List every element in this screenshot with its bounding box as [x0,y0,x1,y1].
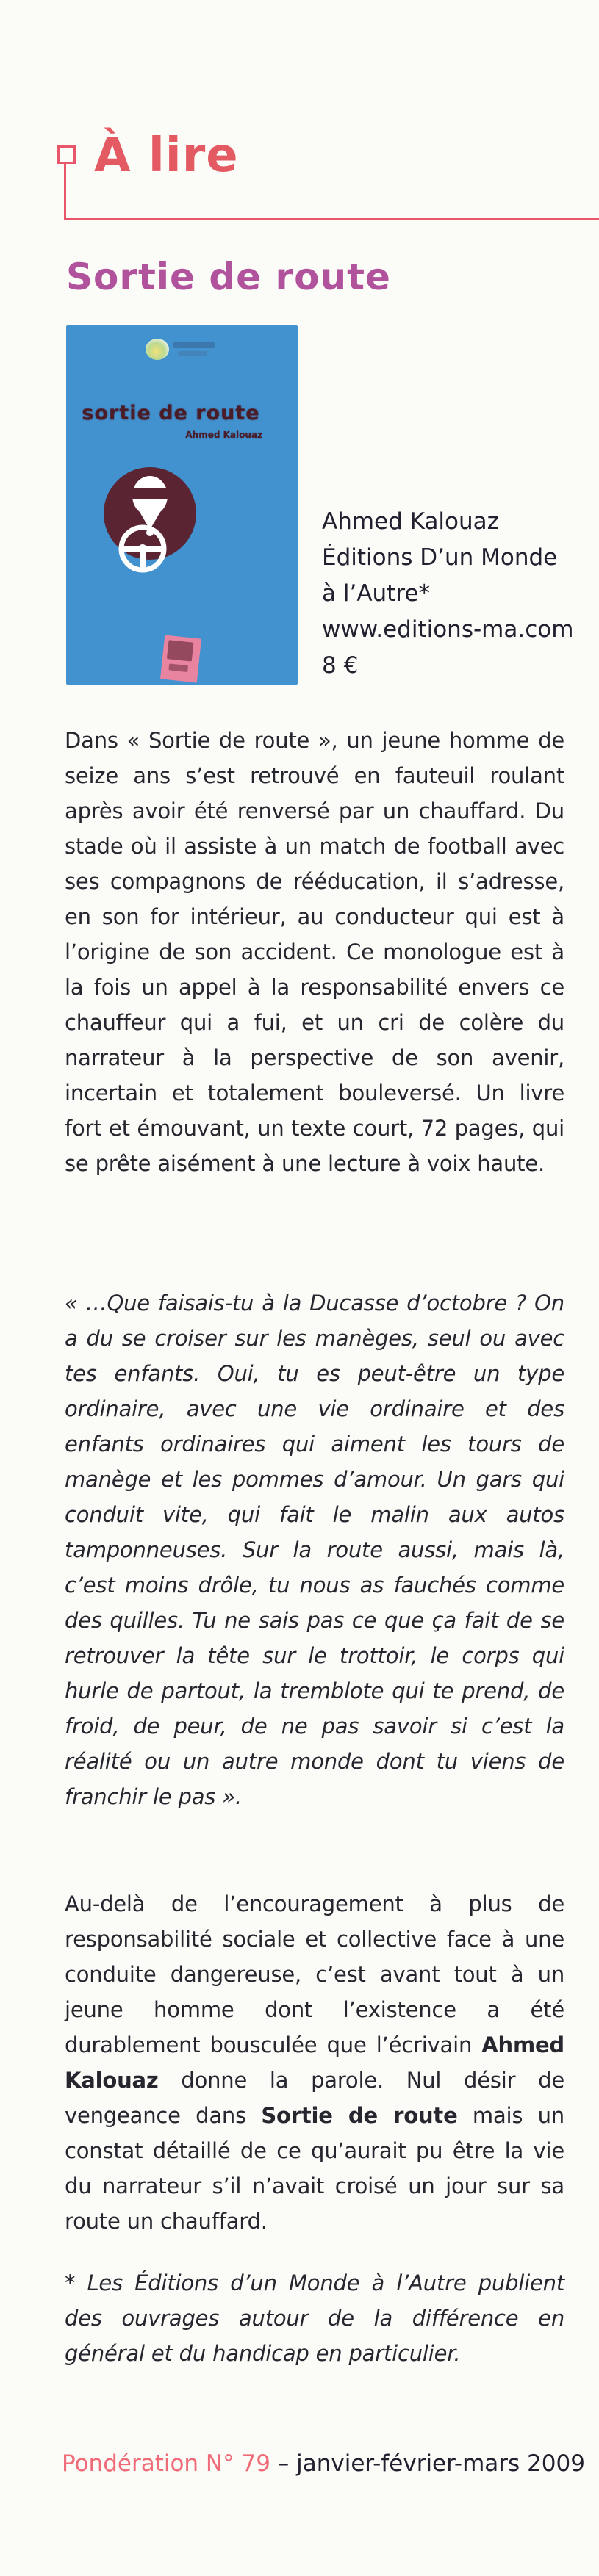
publisher-logo-icon [146,339,169,360]
publisher-footnote: * Les Éditions d’un Monde à l’Autre publient des ouvrages autour de la différence en général et du handicap en particulier. [65,2270,564,2366]
review-paragraph: Dans « Sortie de route », un jeune homme de seize ans s’est retrouvé en fauteuil roulant après avoir été renversé par un chauffard. Du stade où il assiste à un match de football avec ses compagnons de rééducation, il s’adresse, en son for intérieur, au conducteur qui est à l’origine de son accident. Ce monologue est à la fois un appel à la responsabilité envers ce chauffeur qui a fui, et un cri de colère du narrateur à la perspective de son avenir, incertain et totalement bouleversé. Un livre fort et émouvant, un texte court, 72 pages, qui se prête aisément à une lecture à voix haute. [65,728,564,1176]
paragraph-text: mais un constat détaillé de ce qu’aurait pu être la vie du narrateur s’il n’avait croisé un jour sur sa route un chauffard. [65,2103,564,2234]
book-title-bold: Sortie de route [261,2103,458,2128]
page-footer [62,2450,585,2478]
sticker-smudge [167,640,194,661]
journal-name: Pondération N° 79 [62,2450,270,2477]
book-price: 8 € [322,652,359,679]
paragraph-text: donne la parole. Nul désir de vengeance dans [65,2068,564,2128]
paragraph-text: Au-delà de l’encouragement à plus de responsabilité sociale et collective face à une conduite dangereuse, c’est avant tout à un jeune homme dont l’existence a été durablement bousculée que l’écrivain [65,1891,564,2057]
author-name-bold: Ahmed Kalouaz [65,2032,564,2093]
publisher-logo-text-smudge [173,342,215,348]
book-info-block [322,504,573,684]
rubric-line-horizontal [64,218,599,220]
book-author: Ahmed Kalouaz [322,508,499,535]
cover-author-name: Ahmed Kalouaz [185,430,262,440]
section-title: À lire [94,129,239,183]
price-sticker [160,635,201,683]
book-excerpt-quote: « …Que faisais-tu à la Ducasse d’octobre ? On a du se croiser sur les manèges, seul ou avec tes enfants. Oui, tu es peut-être un type ordinaire, avec une vie ordinaire et des enfants ordinaires qui aiment les tours de manège et les pommes d’amour. Un gars qui conduit vite, qui fait le malin aux autos tamponneuses. Sur la route aussi, mais là, c’est moins drôle, tu nous as fauchés comme des quilles. Tu ne sais pas ce que ça fait de se retrouver la tête sur le trottoir, le corps qui hurle de partout, la tremblote qui te prend, de froid, de peur, de ne pas savoir si c’est la réalité ou un autre monde dont tu viens de franchir le pas ». [65,1291,564,1809]
cover-book-title: sortie de route [82,402,260,425]
sticker-smudge [168,663,188,672]
book-publisher-line2: à l’Autre* [322,580,430,607]
rubric-line-vertical [64,162,66,220]
book-cover-image [66,325,298,685]
publisher-logo-text-smudge [178,351,207,356]
driver-steering-wheel-illustration [103,466,197,584]
review-paragraph [65,1886,564,2239]
article-title: Sortie de route [66,256,391,298]
issue-date: – janvier-février-mars 2009 [270,2450,585,2477]
book-publisher-line1: Éditions D’un Monde [322,544,558,571]
rubric-corner-square [57,145,76,164]
publisher-website: www.editions-ma.com [322,616,574,643]
